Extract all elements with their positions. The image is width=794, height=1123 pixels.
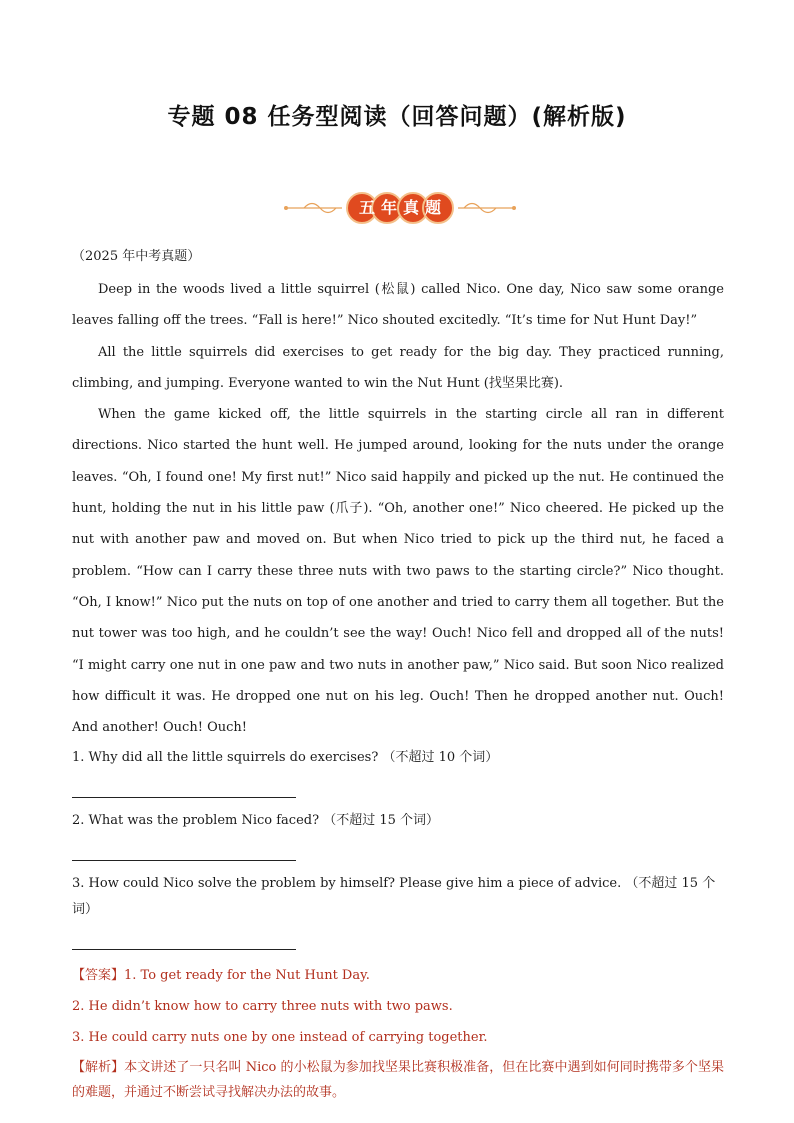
main-content	[72, 244, 724, 1105]
answer-2: 2. He didn’t know how to carry three nuts with two paws.	[72, 999, 453, 1015]
passage-paragraph-1: Deep in the woods lived a little squirrel (松鼠) called Nico. One day, Nico saw some orange leaves falling off the trees. “Fall is here!” Nico shouted excitedly. “It’s time for Nut Hunt Day!”	[72, 282, 724, 329]
question-1: 1. Why did all the little squirrels do exercises? （不超过 10 个词）	[72, 750, 499, 766]
answer-1: 【答案】1. To get ready for the Nut Hunt Day.	[72, 968, 370, 984]
answer-3: 3. He could carry nuts one by one instead of carrying together.	[72, 1030, 488, 1046]
passage-paragraph-2: All the little squirrels did exercises to get ready for the big day. They practiced running, climbing, and jumping. Everyone wanted to win the Nut Hunt (找坚果比赛).	[72, 344, 724, 391]
answer-line-2	[72, 860, 296, 861]
question-2: 2. What was the problem Nico faced? （不超过 15 个词）	[72, 813, 440, 829]
analysis-text: 【解析】本文讲述了一只名叫 Nico 的小松鼠为参加找坚果比赛积极准备，但在比赛中遇到如何同时携带多个坚果的难题，并通过不断尝试寻找解决办法的故事。	[72, 1060, 724, 1101]
section-banner	[280, 186, 520, 230]
banner-label: 五年真题	[358, 198, 447, 217]
page-title: 专题 08 任务型阅读（回答问题）(解析版)	[167, 104, 627, 130]
exam-source: （2025 年中考真题）	[72, 249, 201, 264]
answer-line-1	[72, 797, 296, 798]
question-3: 3. How could Nico solve the problem by himself? Please give him a piece of advice. （不超过 15 个词）	[72, 876, 716, 918]
passage-paragraph-3: When the game kicked off, the little squirrels in the starting circle all ran in different directions. Nico started the hunt well. He jumped around, looking for the nuts under the orange leaves. “Oh, I found one! My first nut!” Nico said happily and picked up the nut. He continued the hunt, holding the nut in his little paw (爪子). “Oh, another one!” Nico cheered. He picked up the nut with another paw and moved on. But when Nico tried to pick up the third nut, he faced a problem. “How can I carry these three nuts with two paws to the starting circle?” Nico thought. “Oh, I know!” Nico put the nuts on top of one another and tried to carry them all together. But the nut tower was too high, and he couldn’t see the way! Ouch! Nico fell and dropped all of the nuts! “I might carry one nut in one paw and two nuts in another paw,” Nico said. But soon Nico realized how difficult it was. He dropped one nut on his leg. Ouch! Then he dropped another nut. Ouch! And another! Ouch! Ouch!	[72, 407, 724, 736]
answer-line-3	[72, 949, 296, 950]
